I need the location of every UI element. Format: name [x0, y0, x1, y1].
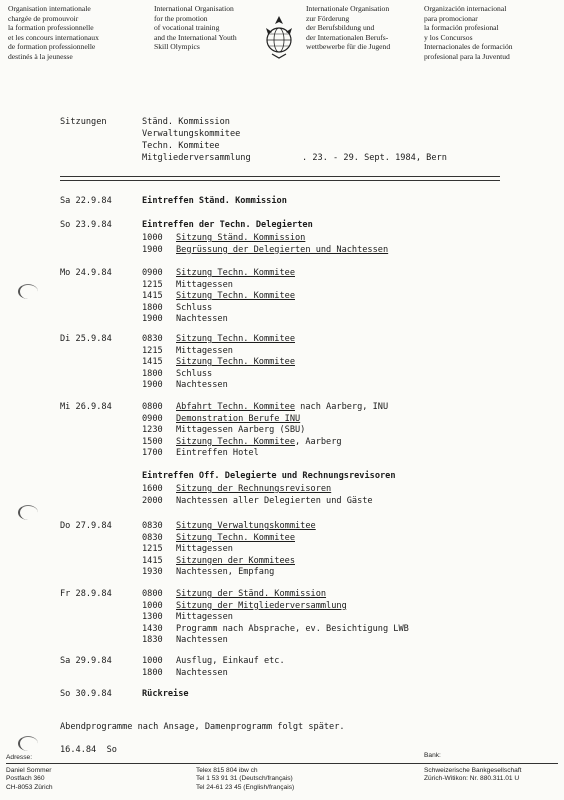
entry-time: 1500	[142, 436, 163, 447]
entry-row	[176, 303, 212, 313]
entry-row	[176, 346, 233, 356]
entry-row	[176, 521, 316, 531]
entry-text: Nachtessen	[176, 380, 228, 390]
entry-row	[176, 567, 274, 577]
entry-row	[176, 533, 295, 543]
punch-hole	[18, 736, 38, 751]
entry-time: 1000	[142, 233, 163, 243]
entry-time: 1930	[142, 567, 163, 577]
entry-text: Sitzung Techn. Kommitee	[176, 334, 295, 344]
day-date: So 30.9.84	[60, 689, 112, 699]
header-line: Organisation internationale	[8, 4, 91, 13]
entry-row	[176, 233, 305, 243]
header-line: profesional para la Juventud	[424, 51, 510, 61]
entry-time: 1700	[142, 448, 163, 458]
entry-text: Abfahrt Techn. Kommitee	[176, 402, 295, 412]
day-title: Eintreffen Ständ. Kommission	[142, 196, 287, 206]
header-line: wettbewerbe für die Jugend	[306, 42, 391, 52]
entry-text: Mittagessen	[176, 612, 233, 622]
entry-row	[176, 437, 342, 447]
entry-row	[176, 402, 388, 412]
entry-row	[176, 291, 295, 301]
entry-time: 1215	[142, 544, 163, 554]
header-line: der Internationalen Berufs-	[306, 32, 389, 42]
entry-text: Programm nach Absprache, ev. Besichtigung LWB	[176, 623, 409, 634]
entry-row	[176, 357, 295, 367]
punch-hole	[18, 505, 38, 520]
footer-rule	[6, 763, 558, 764]
entry-text: Sitzung Techn. Kommitee	[176, 291, 295, 301]
signature: 16.4.84 So	[60, 745, 117, 755]
footer-contact	[196, 767, 294, 792]
entry-time: 1415	[142, 291, 163, 301]
entry-text: Mittagessen	[176, 345, 233, 356]
header-line: et les concours internationaux	[8, 32, 99, 42]
footer-line: Tel 1 53 91 31 (Deutsch/français)	[196, 775, 293, 783]
entry-row	[176, 668, 228, 678]
footer-bank	[424, 767, 522, 784]
entry-row	[176, 556, 295, 566]
entry-row	[176, 656, 285, 666]
entry-time: 1800	[142, 667, 163, 678]
entry-time: 1000	[142, 600, 163, 611]
entry-text: Sitzung Techn. Kommitee	[176, 268, 295, 278]
day-date: So 23.9.84	[60, 220, 112, 230]
footer-line: CH-8053 Zürich	[6, 783, 53, 791]
entry-row	[176, 268, 295, 278]
entry-row	[176, 589, 326, 599]
entry-text: Sitzung Techn. Kommitee	[176, 357, 295, 367]
entry-time: 0800	[142, 589, 163, 599]
header-en	[154, 4, 237, 52]
sitzungen-label: Sitzungen	[60, 117, 107, 127]
entry-time: 1000	[142, 656, 163, 666]
footer-line: Tel 24-61 23 45 (English/français)	[196, 783, 295, 791]
header-line: International Organisation	[154, 4, 234, 13]
organisation-logo-icon	[262, 14, 296, 60]
entry-row	[176, 544, 233, 554]
day-date: Do 27.9.84	[60, 521, 112, 531]
entry-row	[176, 414, 300, 424]
header-line: y los Concursos	[424, 32, 473, 42]
entry-row	[176, 496, 373, 506]
program-note: Abendprogramme nach Ansage, Damenprogramm folgt später.	[60, 722, 345, 732]
entry-text: Schluss	[176, 302, 213, 313]
entry-text: Sitzung Verwaltungskommitee	[176, 521, 316, 531]
divider-rule	[60, 176, 500, 177]
entry-row	[176, 369, 212, 379]
entry-time: 1215	[142, 345, 163, 356]
sitzung-item: Ständ. Kommission	[142, 117, 230, 127]
sitzung-item: Techn. Kommitee	[142, 141, 220, 151]
entry-text: Ausflug, Einkauf etc.	[176, 656, 285, 666]
entry-time: 1900	[142, 244, 163, 255]
header-line: la formation professionnelle	[8, 23, 94, 33]
entry-text: Sitzung der Ständ. Kommission	[176, 589, 327, 599]
entry-text: Begrüssung der Delegierten und Nachtessen	[176, 244, 389, 255]
footer-line: Telex 815 804 ibw ch	[196, 767, 258, 774]
entry-text: Sitzungen der Kommitees	[176, 555, 295, 566]
day-title: Eintreffen Off. Delegierte und Rechnungsrevisoren	[142, 471, 396, 481]
punch-hole	[18, 284, 38, 299]
header-line: for the promotion	[154, 13, 208, 23]
entry-text: Sitzung Techn. Kommitee	[176, 532, 295, 543]
entry-row	[176, 245, 388, 255]
entry-text: Mittagessen	[176, 279, 233, 290]
entry-time: 0900	[142, 413, 163, 424]
entry-text-rest: nach Aarberg, INU	[295, 402, 389, 412]
entry-time: 1800	[142, 302, 163, 313]
entry-time: 0830	[142, 532, 163, 543]
footer-line: Postfach 360	[6, 775, 45, 783]
entry-time: 0800	[142, 402, 163, 412]
header-line: Internationale Organisation	[306, 4, 390, 13]
header-line: der Berufsbildung und	[306, 23, 375, 33]
sitzung-item: Mitgliederversammlung	[142, 153, 251, 163]
header-de	[306, 4, 390, 52]
divider-rule	[60, 180, 500, 181]
entry-text: Nachtessen, Empfang	[176, 567, 275, 577]
entry-text: Nachtessen aller Delegierten und Gäste	[176, 495, 373, 506]
day-date: Mo 24.9.84	[60, 268, 112, 278]
day-date: Fr 28.9.84	[60, 589, 112, 599]
entry-time: 0830	[142, 521, 163, 531]
entry-time: 1900	[142, 380, 163, 390]
header-line: chargée de promouvoir	[8, 13, 79, 23]
day-date: Sa 22.9.84	[60, 196, 112, 206]
footer-line: Zürich-Witikon: Nr. 880.311.01 U	[424, 775, 520, 783]
entry-text: Nachtessen	[176, 667, 228, 678]
entry-row	[176, 448, 259, 458]
sitzung-item: Verwaltungskommitee	[142, 129, 241, 139]
footer-line: Schweizerische Bankgesellschaft	[424, 767, 522, 774]
entry-text: Sitzung der Mitgliederversammlung	[176, 600, 347, 611]
entry-text: Mittagessen	[176, 544, 233, 554]
entry-text: Sitzung Techn. Kommitee	[176, 436, 295, 447]
entry-text: Nachtessen	[176, 314, 228, 324]
header-line: de formation professionnelle	[8, 42, 96, 52]
entry-time: 1600	[142, 484, 163, 494]
day-date: Di 25.9.84	[60, 334, 112, 344]
entry-row	[176, 484, 331, 494]
header-line: para promocionar	[424, 13, 478, 23]
entry-row	[176, 601, 347, 611]
entry-time: 1430	[142, 623, 163, 634]
entry-time: 0900	[142, 268, 163, 278]
entry-text: Demonstration Berufe INU	[176, 413, 301, 424]
entry-time: 1230	[142, 425, 163, 435]
header-fr	[8, 4, 99, 62]
bank-label: Bank:	[424, 752, 441, 759]
entry-text: Mittagessen Aarberg (SBU)	[176, 425, 306, 435]
entry-time: 1415	[142, 357, 163, 367]
entry-text-rest: , Aarberg	[295, 436, 342, 447]
entry-text: Sitzung der Rechnungsrevisoren	[176, 484, 332, 494]
entry-row	[176, 612, 233, 622]
entry-time: 1215	[142, 279, 163, 290]
entry-text: Sitzung Ständ. Kommission	[176, 233, 306, 243]
day-title: Rückreise	[142, 689, 189, 699]
entry-text: Nachtessen	[176, 635, 228, 645]
day-date: Sa 29.9.84	[60, 656, 112, 666]
entry-time: 1300	[142, 612, 163, 622]
entry-row	[176, 314, 228, 324]
entry-text: Schluss	[176, 368, 213, 379]
entry-time: 1830	[142, 635, 163, 645]
entry-time: 1800	[142, 368, 163, 379]
entry-row	[176, 334, 295, 344]
header-es	[424, 4, 513, 62]
footer-address	[6, 767, 53, 792]
entry-time: 0830	[142, 334, 163, 344]
footer-line: Daniel Sommer	[6, 767, 52, 774]
adresse-label: Adresse:	[6, 754, 33, 761]
entry-row	[176, 380, 228, 390]
event-dates: . 23. - 29. Sept. 1984, Bern	[302, 153, 447, 163]
header-line: Organización internacional	[424, 4, 507, 13]
entry-row	[176, 635, 228, 645]
entry-row	[176, 624, 409, 634]
header-line: la formación profesional	[424, 23, 499, 33]
header-line: Internacionales de formación	[424, 42, 513, 52]
entry-row	[176, 425, 305, 435]
entry-time: 1415	[142, 555, 163, 566]
entry-text: Eintreffen Hotel	[176, 448, 259, 458]
header-line: Skill Olympics	[154, 42, 200, 52]
header-line: and the International Youth	[154, 32, 237, 42]
header-line: of vocational training	[154, 23, 220, 33]
entry-time: 1900	[142, 314, 163, 324]
day-title: Eintreffen der Techn. Delegierten	[142, 220, 313, 230]
entry-row	[176, 280, 233, 290]
entry-time: 2000	[142, 495, 163, 506]
header-line: zur Förderung	[306, 13, 350, 23]
header-line: destinés à la jeunesse	[8, 51, 73, 61]
day-date: Mi 26.9.84	[60, 402, 112, 412]
